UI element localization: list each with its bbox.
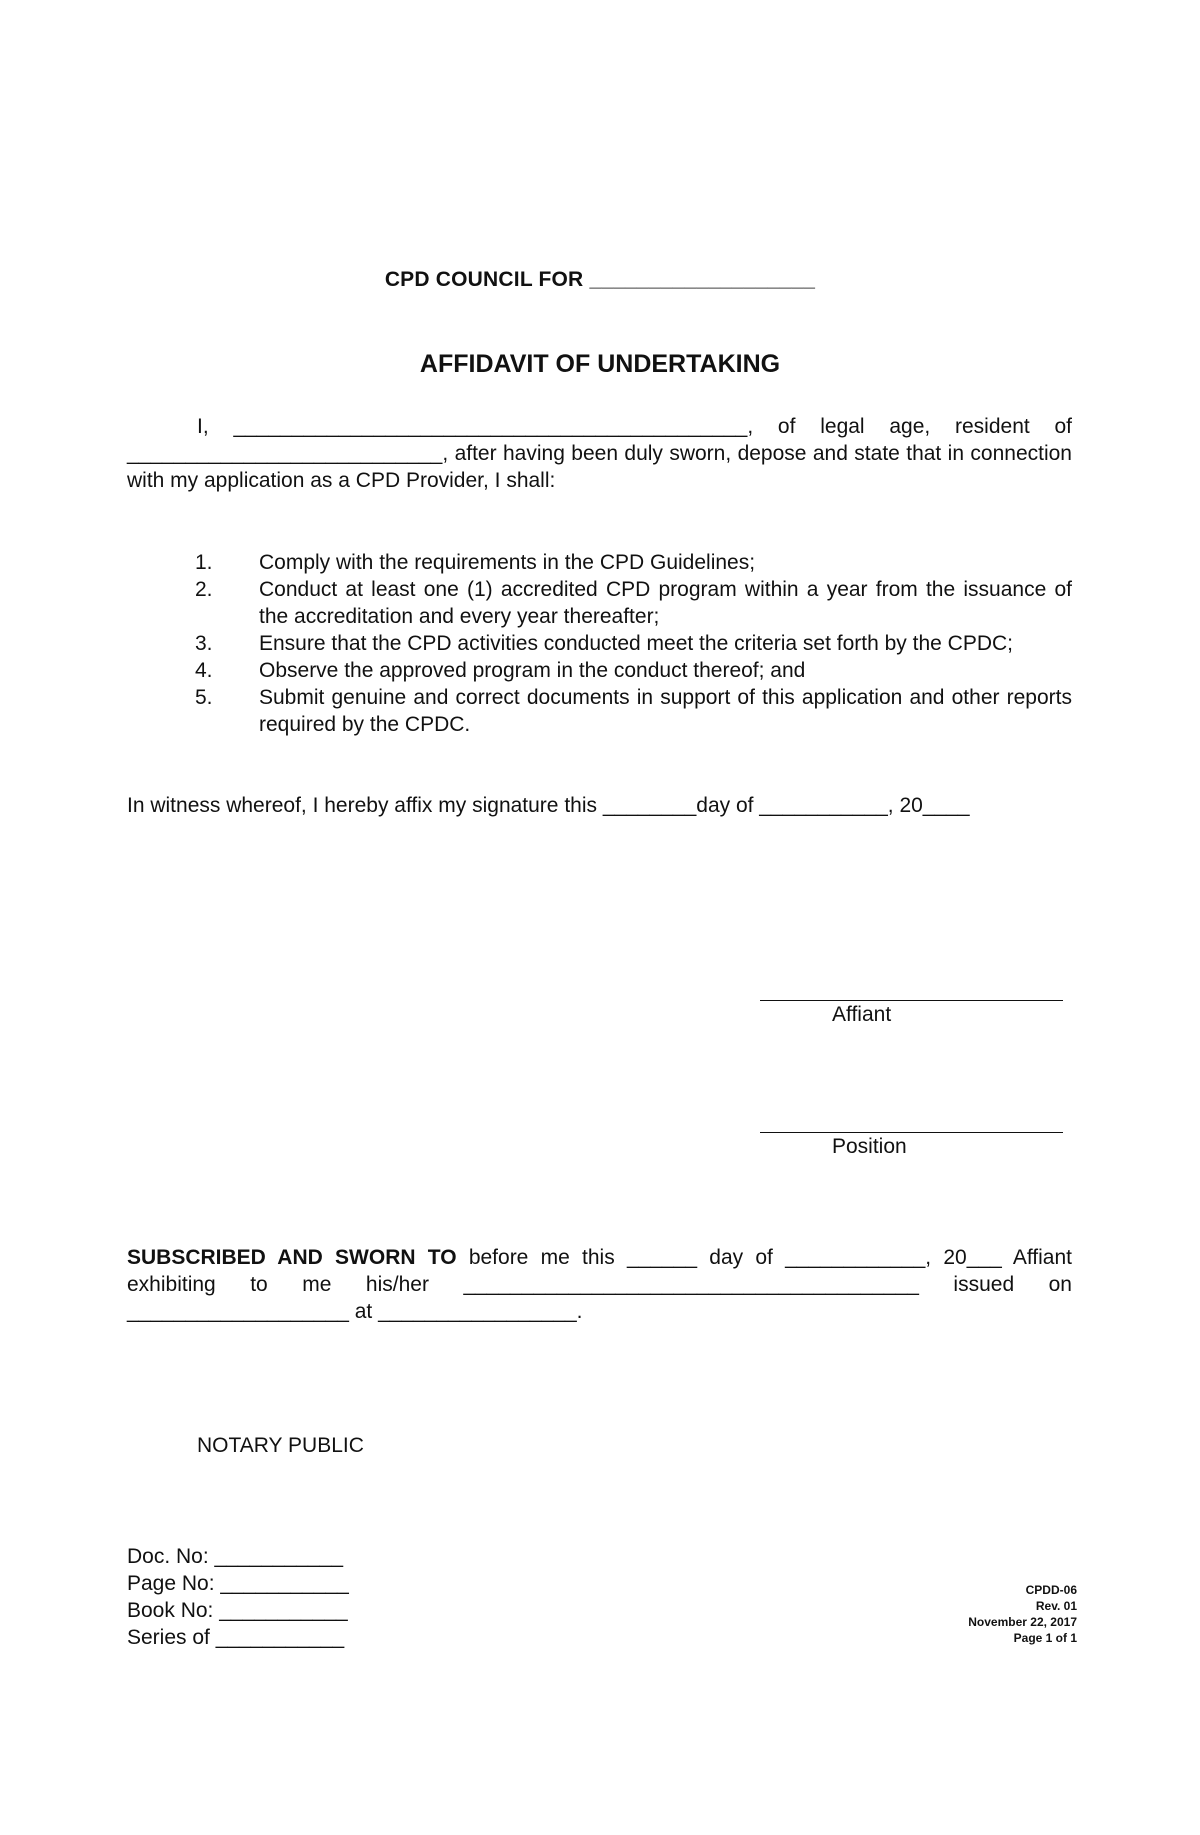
position-label: Position (832, 1135, 907, 1158)
council-heading: CPD COUNCIL FOR ___________________ (384, 268, 816, 291)
series-number: Series of ___________ (127, 1626, 345, 1649)
form-code: CPDD-06 (1025, 1583, 1077, 1597)
affiant-signature-block (760, 978, 1065, 1028)
page-count: Page 1 of 1 (1013, 1631, 1077, 1645)
list-item-number: 4. (195, 659, 213, 682)
list-item-number: 5. (195, 686, 213, 709)
list-item-text: Ensure that the CPD activities conducted meet the criteria set forth by the CPDC; (259, 632, 1014, 655)
list-item-text: Submit genuine and correct documents in support of this application and other reports required by the CPDC. (259, 686, 1072, 736)
list-item (195, 630, 1072, 657)
affiant-label: Affiant (832, 1003, 892, 1026)
notarial-register-info (127, 1543, 349, 1651)
list-item (195, 576, 1072, 630)
document-title: AFFIDAVIT OF UNDERTAKING (419, 350, 781, 378)
sworn-text: before me this ______ day of ____________, 20___ Affiant exhibiting to me his/her _______________________________________ issued on ___________________ at _________________. (127, 1246, 1072, 1323)
doc-number: Doc. No: ___________ (127, 1545, 343, 1568)
sworn-heading: SUBSCRIBED AND SWORN TO (127, 1246, 457, 1269)
list-item-number: 3. (195, 632, 213, 655)
book-number: Book No: ___________ (127, 1599, 348, 1622)
list-item-number: 2. (195, 578, 213, 601)
list-item (195, 657, 1072, 684)
list-item (195, 549, 1072, 576)
witness-statement: In witness whereof, I hereby affix my signature this ________day of ___________, 20____ (127, 794, 970, 817)
intro-paragraph: I, ____________________________________________, of legal age, resident of ___________________________, after having been duly sworn, depose and state that in connection with my application as a CPD Provider, I shall: (127, 415, 1072, 492)
position-signature-line (760, 1110, 1063, 1133)
list-item-number: 1. (195, 551, 213, 574)
revision: Rev. 01 (1035, 1599, 1077, 1613)
undertaking-list (195, 549, 1072, 738)
sworn-statement (127, 1244, 1072, 1325)
revision-date: November 22, 2017 (968, 1615, 1077, 1629)
list-item-text: Comply with the requirements in the CPD Guidelines; (259, 551, 756, 574)
position-signature-block (760, 1110, 1065, 1160)
affiant-signature-line (760, 978, 1063, 1001)
page-number: Page No: ___________ (127, 1572, 349, 1595)
notary-public-label: NOTARY PUBLIC (197, 1434, 364, 1457)
list-item-text: Observe the approved program in the conduct thereof; and (259, 659, 806, 682)
list-item-text: Conduct at least one (1) accredited CPD program within a year from the issuance of the accreditation and every year thereafter; (259, 578, 1072, 628)
form-code-footer (968, 1582, 1077, 1646)
list-item (195, 684, 1072, 738)
